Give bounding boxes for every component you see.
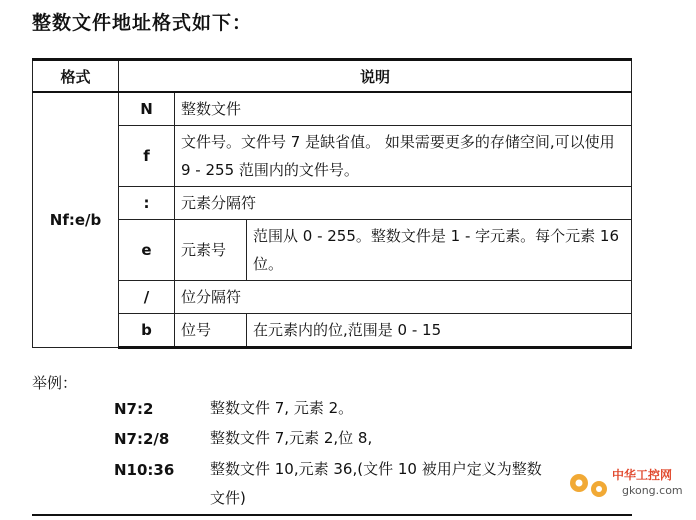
table-row — [33, 220, 632, 281]
row-description: 整数文件 — [175, 92, 632, 126]
row-symbol: e — [119, 220, 175, 281]
row-symbol: / — [119, 281, 175, 314]
page-heading: 整数文件地址格式如下： — [32, 12, 253, 34]
example-description: 整数文件 10,元素 36,(文件 10 被用户定义为整数 — [210, 460, 542, 478]
table-row — [33, 92, 632, 126]
row-symbol: N — [119, 92, 175, 126]
table-row — [33, 281, 632, 314]
example-code: N7:2/8 — [114, 430, 170, 448]
example-description-continued: 文件) — [210, 489, 246, 507]
bottom-divider — [32, 514, 632, 516]
row-description: 位分隔符 — [175, 281, 632, 314]
table-row — [33, 314, 632, 348]
row-symbol: : — [119, 187, 175, 220]
example-description: 整数文件 7,元素 2,位 8, — [210, 429, 373, 447]
format-value: Nf:e/b — [33, 92, 119, 348]
row-description: 在元素内的位,范围是 0 - 15 — [247, 314, 632, 348]
table-row — [33, 126, 632, 187]
row-symbol: f — [119, 126, 175, 187]
watermark-title: 中华工控网 — [612, 468, 673, 482]
table-row — [33, 187, 632, 220]
row-symbol: b — [119, 314, 175, 348]
row-sub-label: 元素号 — [175, 220, 247, 281]
column-header-description: 说明 — [119, 60, 632, 93]
example-code: N10:36 — [114, 461, 175, 479]
row-description: 文件号。文件号 7 是缺省值。 如果需要更多的存储空间,可以使用 9 - 255 范围内的文件号。 — [175, 126, 632, 187]
row-description: 元素分隔符 — [175, 187, 632, 220]
table-header-row — [33, 60, 632, 93]
row-sub-label: 位号 — [175, 314, 247, 348]
row-description: 范围从 0 - 255。整数文件是 1 - 字元素。每个元素 16 位。 — [247, 220, 632, 281]
examples-title: 举例： — [32, 374, 78, 392]
column-header-format: 格式 — [33, 60, 119, 93]
example-description: 整数文件 7, 元素 2。 — [210, 399, 354, 417]
address-format-table — [32, 58, 632, 349]
example-code: N7:2 — [114, 400, 154, 418]
watermark-url: gkong.com — [622, 484, 683, 497]
